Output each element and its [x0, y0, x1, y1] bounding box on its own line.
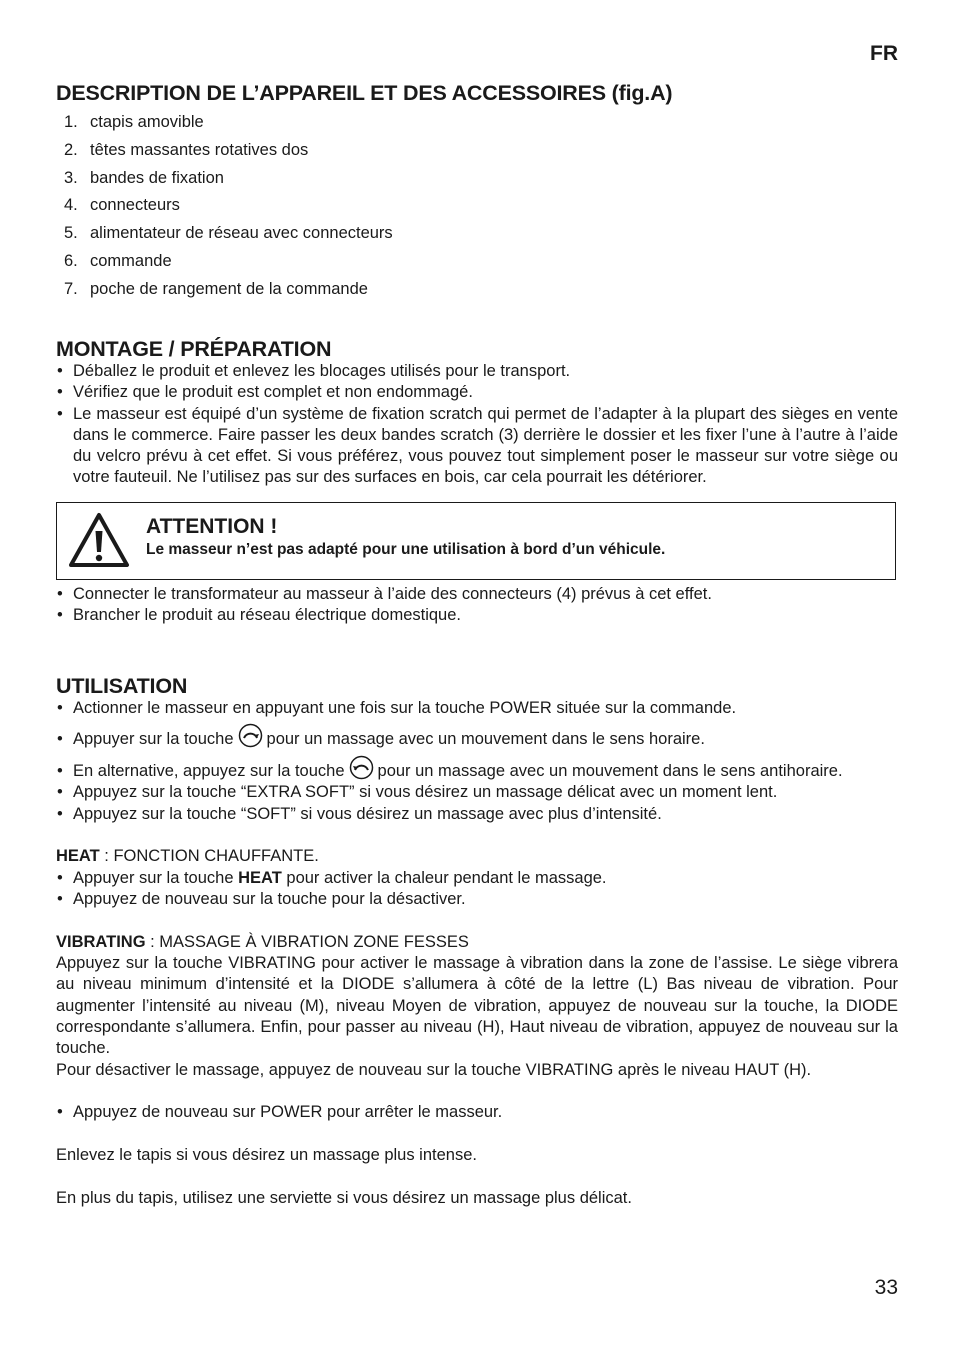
clockwise-bullet	[56, 729, 898, 750]
list-item: • Brancher le produit au réseau électrique domestique.	[56, 605, 898, 626]
list-item: 4. connecteurs	[64, 196, 180, 215]
list-item: • Déballez le produit et enlevez les blocages utilisés pour le transport.	[56, 361, 898, 382]
note-intense: Enlevez le tapis si vous désirez un massage plus intense.	[56, 1146, 477, 1164]
list-item: 5. alimentateur de réseau avec connecteurs	[64, 224, 393, 243]
list-item: • Appuyez sur la touche “SOFT” si vous désirez un massage avec plus d’intensité.	[56, 804, 898, 825]
list-item: • Vérifiez que le produit est complet et non endommagé.	[56, 382, 898, 403]
list-item: 3. bandes de fixation	[64, 168, 224, 187]
list-item: 6. commande	[64, 251, 172, 270]
list-item: • Actionner le masseur en appuyant une fois sur la touche POWER située sur la commande.	[56, 698, 898, 719]
page-number: 33	[874, 1276, 898, 1299]
vibrating-off-paragraph: Pour désactiver le massage, appuyez de nouveau sur la touche VIBRATING après le niveau HAUT (H).	[56, 1061, 812, 1079]
list-item: • Le masseur est équipé d’un système de fixation scratch qui permet de l’adapter à la plupart des sièges en vente dans le commerce. Faire passer les deux bandes scratch (3) derrière le dossier et les fixer l’une à l’autre à l’aide du velcro prévu à cet effet. Si vous préférez, vous pouvez tout simplement poser le masseur sur votre siège ou votre fauteuil. Ne l’utilisez pas sur des surfaces en bois, car cela pourrait les détériorer.	[56, 404, 898, 489]
list-item: • Appuyez sur la touche “EXTRA SOFT” si vous désirez un massage délicat avec un moment lent.	[56, 782, 898, 803]
list-item: • Connecter le transformateur au masseur à l’aide des connecteurs (4) prévus à cet effet.	[56, 584, 898, 605]
list-item: 7. poche de rangement de la commande	[64, 279, 368, 298]
heat-bullets	[56, 868, 898, 911]
attention-title: ATTENTION !	[146, 515, 278, 538]
language-code: FR	[870, 42, 898, 65]
clockwise-rotation-icon	[238, 723, 263, 754]
rotation-bullets	[56, 761, 898, 825]
connect-bullets	[56, 584, 898, 627]
vibrating-paragraph: Appuyez sur la touche VIBRATING pour activer le massage à vibration dans la zone de l’assise. Le siège vibrera au niveau minimum d’intensité et la DIODE s’allumera à côté de la lettre (L) Bas niveau de vibration. Pour augmenter l’intensité au niveau (M), niveau Moyen de vibration, appuyez de nouveau sur la touche, la DIODE correspondante s’allumera. Enfin, pour passer au niveau (H), Haut niveau de vibration, appuyez de nouveau sur la touche.	[56, 954, 898, 1058]
attention-box	[56, 502, 896, 580]
parts-list	[64, 110, 393, 305]
montage-bullets	[56, 361, 898, 489]
warning-icon	[67, 511, 131, 574]
power-off-bullet	[56, 1102, 898, 1123]
list-item: 2. têtes massantes rotatives dos	[64, 140, 309, 159]
list-item: • Appuyer sur la touche HEAT pour activer la chaleur pendant le massage.	[56, 868, 898, 889]
montage-title: MONTAGE / PRÉPARATION	[56, 337, 332, 361]
note-delicate: En plus du tapis, utilisez une serviette si vous désirez un massage plus délicat.	[56, 1189, 632, 1207]
utilisation-bullets	[56, 698, 898, 719]
list-item: • Appuyer sur la touche pour un massage avec un mouvement dans le sens horaire.	[56, 729, 898, 750]
heat-heading: HEAT : FONCTION CHAUFFANTE.	[56, 847, 319, 865]
list-item: • En alternative, appuyez sur la touche pour un massage avec un mouvement dans le sens antihoraire.	[56, 761, 898, 782]
attention-text: Le masseur n’est pas adapté pour une utilisation à bord d’un véhicule.	[146, 541, 666, 558]
description-title: DESCRIPTION DE L’APPAREIL ET DES ACCESSOIRES (fig.A)	[56, 81, 673, 105]
list-item: • Appuyez de nouveau sur POWER pour arrêter le masseur.	[56, 1102, 898, 1123]
vibrating-heading: VIBRATING : MASSAGE À VIBRATION ZONE FESSES	[56, 933, 469, 951]
list-item: • Appuyez de nouveau sur la touche pour la désactiver.	[56, 889, 898, 910]
utilisation-title: UTILISATION	[56, 674, 188, 698]
list-item: 1. ctapis amovible	[64, 113, 204, 131]
